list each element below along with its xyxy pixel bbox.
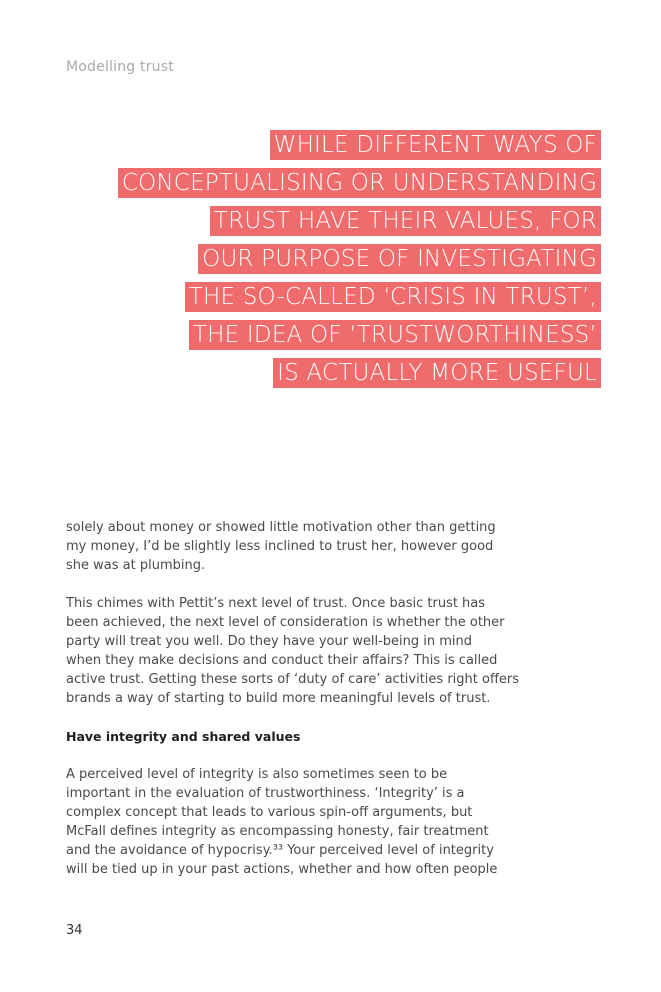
text-line: been achieved, the next level of consideration is whether the other [66,615,505,630]
text-line: when they make decisions and conduct their affairs? This is called [66,653,498,668]
text-line: and the avoidance of hypocrisy.³³ Your perceived level of integrity [66,843,494,858]
pull-quote [101,130,601,396]
page-number: 34 [66,923,83,938]
pull-quote-line: CONCEPTUALISING OR UNDERSTANDING [101,168,601,206]
text-line: important in the evaluation of trustworthiness. ‘Integrity’ is a [66,786,465,801]
text-line: McFall defines integrity as encompassing honesty, fair treatment [66,824,489,839]
text-line: complex concept that leads to various spin-off arguments, but [66,805,473,820]
text-line: active trust. Getting these sorts of ‘duty of care’ activities right offers [66,672,520,687]
text-line: she was at plumbing. [66,558,206,573]
text-line: A perceived level of integrity is also sometimes seen to be [66,767,448,782]
pull-quote-line: THE SO-CALLED ‘CRISIS IN TRUST’, [101,282,601,320]
text-line: will be tied up in your past actions, whether and how often people [66,862,498,877]
text-line: solely about money or showed little motivation other than getting [66,520,496,535]
text-line: party will treat you well. Do they have your well-being in mind [66,634,473,649]
pull-quote-line: THE IDEA OF ‘TRUSTWORTHINESS’ [101,320,601,358]
paragraph-2 [66,594,520,708]
pull-quote-line: IS ACTUALLY MORE USEFUL [101,358,601,396]
pull-quote-line: OUR PURPOSE OF INVESTIGATING [101,244,601,282]
pull-quote-line: TRUST HAVE THEIR VALUES, FOR [101,206,601,244]
body-text [66,518,520,879]
running-head: Modelling trust [66,59,174,75]
pull-quote-line: WHILE DIFFERENT WAYS OF [101,130,601,168]
text-line: my money, I’d be slightly less inclined to trust her, however good [66,539,494,554]
section-subheading: Have integrity and shared values [66,729,301,744]
paragraph-3 [66,765,516,879]
paragraph-1 [66,518,516,575]
text-line: brands a way of starting to build more meaningful levels of trust. [66,691,491,706]
text-line: This chimes with Pettit’s next level of trust. Once basic trust has [66,596,486,611]
